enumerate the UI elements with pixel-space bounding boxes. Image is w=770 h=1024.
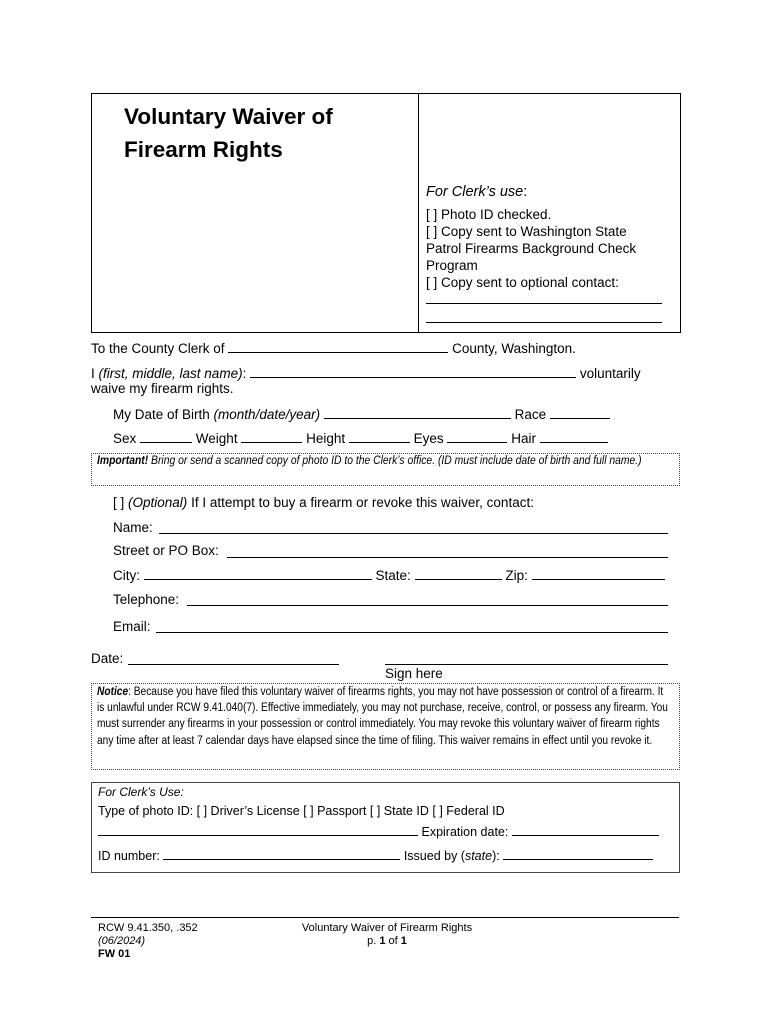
race-field[interactable] — [550, 406, 610, 419]
copy-sent-wsp-checkbox[interactable]: [ ] Copy sent to Washington State — [426, 224, 627, 239]
optional-contact-checkbox[interactable]: [ ] Copy sent to optional contact: — [426, 275, 619, 290]
footer-center — [287, 922, 487, 948]
issued-by-field[interactable] — [503, 847, 653, 860]
contact-name-label: Name: — [113, 520, 153, 535]
email-field[interactable] — [156, 632, 668, 633]
city-field[interactable] — [144, 567, 372, 580]
footer-title: Voluntary Waiver of Firearm Rights — [301, 922, 473, 934]
eyes-field[interactable] — [447, 430, 507, 443]
id-type-other-field[interactable] — [98, 823, 418, 836]
notice-text: Notice: Because you have filed this voluntary waiver of firearms rights, you may not have possession or control of a firearm. It is unlawful under RCW 9.41.040(7). Effective immediately, you may not purchase, receive, control, or possess any firearm. You must surrender any firearms in your possession or control immediately. You may revoke this voluntary waiver of firearm rights any time after at least 7 calendar days have elapsed since the time of filing. This waiver remains in effect until you revoke it. — [97, 686, 668, 747]
telephone-label: Telephone: — [113, 592, 180, 607]
footer-rule — [91, 917, 679, 918]
zip-field[interactable] — [532, 567, 665, 580]
optional-contact-checkbox-2[interactable]: [ ] — [113, 495, 125, 510]
full-name-field[interactable] — [250, 365, 576, 378]
county-clerk-row: To the County Clerk of County, Washington. — [91, 341, 576, 356]
form-title — [124, 100, 333, 166]
contact-name-field[interactable] — [159, 533, 668, 534]
optional-contact-row: [ ] (Optional) If I attempt to buy a firearm or revoke this waiver, contact: — [113, 495, 534, 510]
waive-text: waive my firearm rights. — [91, 381, 234, 396]
city-row: City: State: Zip: — [113, 567, 665, 583]
clerk-use-2-heading: For Clerk’s Use: — [98, 785, 184, 799]
street-label: Street or PO Box: — [113, 543, 219, 558]
signature-field[interactable] — [385, 664, 668, 665]
expiration-row: Expiration date: — [98, 823, 659, 839]
date-field[interactable] — [128, 664, 339, 665]
title-line-1: Voluntary Waiver of — [124, 104, 333, 129]
footer-left — [98, 922, 198, 961]
county-field[interactable] — [228, 340, 448, 353]
name-row: I (first, middle, last name): voluntarily — [91, 366, 641, 381]
sex-field[interactable] — [140, 430, 192, 443]
important-text: Important! Bring or send a scanned copy of photo ID to the Clerk’s office. (ID must include date of birth and full name.) — [97, 455, 642, 467]
title-line-2: Firearm Rights — [124, 137, 283, 162]
state-field[interactable] — [415, 567, 502, 580]
sign-here-label: Sign here — [385, 666, 443, 681]
physical-row: Sex Weight Height Eyes Hair — [113, 430, 608, 446]
copy-sent-line-2: Patrol Firearms Background Check — [426, 241, 637, 256]
clerk-contact-line-2[interactable] — [426, 322, 662, 323]
height-field[interactable] — [349, 430, 410, 443]
date-label: Date: — [91, 651, 124, 666]
hair-field[interactable] — [540, 430, 608, 443]
id-number-row: ID number: Issued by (state): — [98, 847, 653, 863]
id-number-field[interactable] — [163, 847, 400, 860]
email-label: Email: — [113, 619, 151, 634]
footer-form-id: FW 01 — [98, 948, 131, 960]
copy-sent-line-3: Program — [426, 258, 478, 273]
dob-row: My Date of Birth (month/date/year) Race — [113, 406, 610, 422]
dob-field[interactable] — [324, 406, 511, 419]
clerk-contact-line-1[interactable] — [426, 303, 662, 304]
clerk-use-heading: For Clerk’s use: — [426, 184, 528, 200]
header-divider — [418, 93, 419, 333]
footer-page: p. 1 of 1 — [367, 935, 407, 947]
photo-id-checkbox[interactable]: [ ] Photo ID checked. — [426, 207, 552, 222]
street-field[interactable] — [227, 557, 668, 558]
photo-id-type-row[interactable]: Type of photo ID: [ ] Driver’s License [ ] Passport [ ] State ID [ ] Federal ID — [98, 804, 505, 818]
weight-field[interactable] — [241, 430, 302, 443]
clerk-use-checklist — [426, 206, 671, 291]
footer-rcw: RCW 9.41.350, .352 — [98, 922, 198, 934]
footer-date: (06/2024) — [98, 935, 146, 947]
expiration-field[interactable] — [512, 823, 659, 836]
telephone-field[interactable] — [187, 605, 668, 606]
